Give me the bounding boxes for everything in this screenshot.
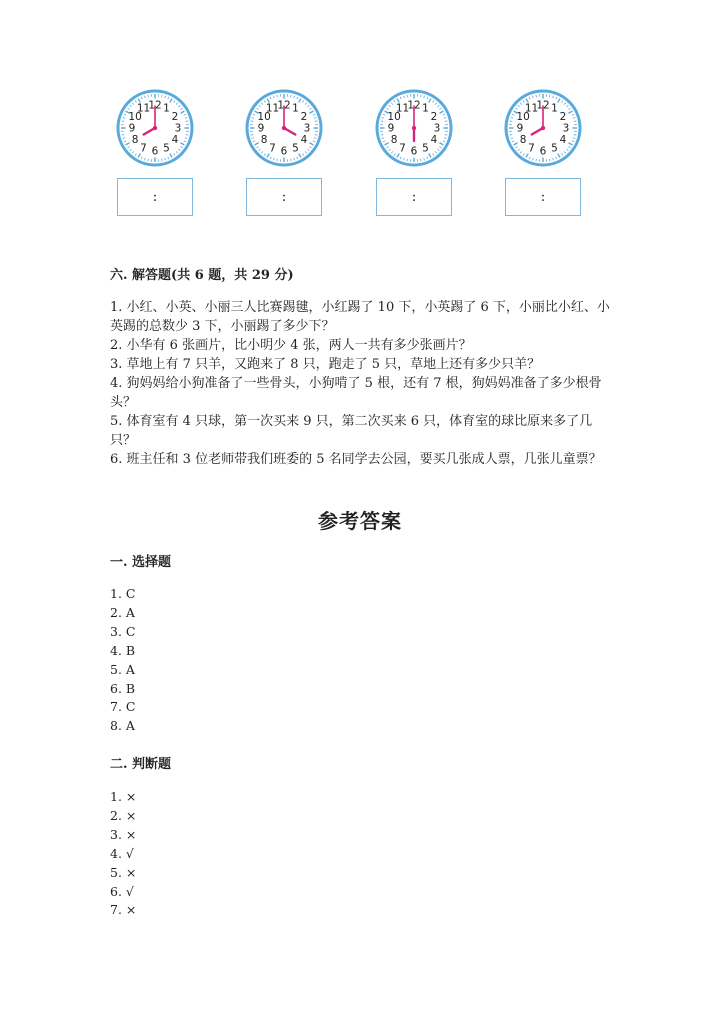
clock-tick bbox=[536, 159, 537, 161]
clock-center bbox=[282, 126, 286, 130]
time-answer-box-1[interactable]: : bbox=[117, 178, 193, 216]
clock-numeral: 11 bbox=[524, 102, 539, 115]
answer-item: 7. × bbox=[110, 902, 137, 918]
clock-numeral: 5 bbox=[551, 142, 558, 155]
clock-tick bbox=[251, 135, 253, 136]
question-list bbox=[110, 298, 610, 469]
clock-numeral: 5 bbox=[292, 142, 299, 155]
choice-answers-title: 一. 选择题 bbox=[110, 555, 172, 570]
clock-face-icon bbox=[374, 88, 454, 168]
clock-numeral: 4 bbox=[300, 134, 308, 147]
clock-tick bbox=[445, 135, 447, 136]
clock-numeral: 11 bbox=[265, 102, 280, 115]
clock-tick bbox=[277, 159, 278, 161]
answer-item: 2. A bbox=[110, 604, 135, 620]
answer-item: 8. A bbox=[110, 718, 135, 734]
clock-numeral: 11 bbox=[395, 102, 410, 115]
clock-center bbox=[412, 126, 416, 130]
clock-tick bbox=[550, 159, 551, 161]
clock-numeral: 2 bbox=[430, 111, 438, 124]
clock-numeral: 12 bbox=[536, 99, 550, 112]
clock-tick bbox=[536, 95, 537, 97]
clock-1 bbox=[115, 88, 195, 168]
clock-tick bbox=[148, 159, 149, 161]
answer-key-title: 参考答案 bbox=[318, 509, 402, 533]
clock-numeral: 3 bbox=[433, 122, 441, 135]
clock-numeral: 5 bbox=[422, 142, 429, 155]
clock-numeral: 10 bbox=[387, 111, 401, 124]
clock-tick bbox=[186, 135, 188, 136]
clock-tick bbox=[315, 135, 317, 136]
clock-numeral: 7 bbox=[399, 142, 406, 155]
clock-face-icon bbox=[503, 88, 583, 168]
question-item: 1. 小红、小英、小丽三人比赛踢毽，小红踢了 10 下，小英踢了 6 下，小丽比小红、小英踢的总数少 3 下，小丽踢了多少下？ bbox=[110, 300, 610, 334]
clock-center bbox=[541, 126, 545, 130]
clock-numeral: 8 bbox=[260, 134, 268, 147]
clock-tick bbox=[291, 95, 292, 97]
clock-numeral: 4 bbox=[430, 134, 438, 147]
clock-numeral: 10 bbox=[516, 111, 530, 124]
clock-tick bbox=[550, 95, 551, 97]
clock-tick bbox=[381, 135, 383, 136]
clock-numeral: 2 bbox=[171, 111, 179, 124]
clock-numeral: 1 bbox=[292, 102, 299, 115]
clock-numeral: 6 bbox=[151, 145, 159, 158]
time-answer-box-2[interactable]: : bbox=[246, 178, 322, 216]
answer-item: 3. × bbox=[110, 826, 137, 842]
clock-numeral: 3 bbox=[174, 122, 182, 135]
clock-face-icon bbox=[244, 88, 324, 168]
answer-item: 7. C bbox=[110, 699, 136, 715]
answer-item: 3. C bbox=[110, 623, 136, 639]
clock-3 bbox=[374, 88, 454, 168]
section-6-title: 六. 解答题(共 6 题，共 29 分) bbox=[110, 268, 294, 283]
clock-numeral: 3 bbox=[303, 122, 311, 135]
clock-center bbox=[153, 126, 157, 130]
answer-item: 6. √ bbox=[110, 883, 134, 899]
clock-numeral: 8 bbox=[519, 134, 527, 147]
answer-item: 2. × bbox=[110, 807, 137, 823]
question-item: 3. 草地上有 7 只羊，又跑来了 8 只，跑走了 5 只，草地上还有多少只羊？ bbox=[110, 357, 541, 372]
time-answer-box-3[interactable]: : bbox=[376, 178, 452, 216]
choice-answer-list bbox=[110, 585, 135, 736]
clock-tick bbox=[407, 95, 408, 97]
question-item: 4. 狗妈妈给小狗准备了一些骨头，小狗啃了 5 根，还有 7 根，狗妈妈准备了多少根骨头？ bbox=[110, 376, 602, 410]
clock-numeral: 9 bbox=[387, 122, 395, 135]
clock-tick bbox=[510, 135, 512, 136]
clock-numeral: 3 bbox=[562, 122, 570, 135]
clock-tick bbox=[122, 135, 124, 136]
clock-numeral: 1 bbox=[551, 102, 558, 115]
clock-2 bbox=[244, 88, 324, 168]
clock-tick bbox=[421, 95, 422, 97]
clock-numeral: 12 bbox=[407, 99, 421, 112]
clock-numeral: 7 bbox=[269, 142, 276, 155]
clock-numeral: 4 bbox=[171, 134, 179, 147]
clock-numeral: 6 bbox=[539, 145, 547, 158]
time-answer-box-4[interactable]: : bbox=[505, 178, 581, 216]
question-item: 2. 小华有 6 张画片，比小明少 4 张，两人一共有多少张画片？ bbox=[110, 338, 472, 353]
clock-numeral: 2 bbox=[300, 111, 308, 124]
clock-numeral: 1 bbox=[422, 102, 429, 115]
clock-tick bbox=[148, 95, 149, 97]
clock-tick bbox=[162, 159, 163, 161]
clock-numeral: 9 bbox=[128, 122, 136, 135]
clock-numeral: 9 bbox=[516, 122, 524, 135]
clock-numeral: 8 bbox=[131, 134, 139, 147]
clock-row bbox=[0, 88, 720, 228]
clock-numeral: 7 bbox=[528, 142, 535, 155]
clock-tick bbox=[315, 121, 317, 122]
clock-numeral: 6 bbox=[280, 145, 288, 158]
answer-item: 4. √ bbox=[110, 845, 134, 861]
clock-tick bbox=[574, 135, 576, 136]
answer-item: 1. × bbox=[110, 789, 137, 804]
question-item: 6. 班主任和 3 位老师带我们班委的 5 名同学去公园，要买几张成人票，几张儿童票？ bbox=[110, 452, 602, 467]
judge-answer-list bbox=[110, 788, 136, 920]
clock-numeral: 11 bbox=[136, 102, 151, 115]
clock-4 bbox=[503, 88, 583, 168]
clock-numeral: 12 bbox=[148, 99, 162, 112]
clock-tick bbox=[251, 121, 253, 122]
clock-numeral: 12 bbox=[277, 99, 291, 112]
clock-tick bbox=[122, 121, 124, 122]
answer-item: 1. C bbox=[110, 586, 136, 601]
clock-tick bbox=[291, 159, 292, 161]
clock-tick bbox=[407, 159, 408, 161]
clock-tick bbox=[510, 121, 512, 122]
clock-tick bbox=[277, 95, 278, 97]
clock-numeral: 8 bbox=[390, 134, 398, 147]
clock-numeral: 4 bbox=[559, 134, 567, 147]
clock-numeral: 6 bbox=[410, 145, 418, 158]
clock-face-icon bbox=[115, 88, 195, 168]
clock-numeral: 7 bbox=[140, 142, 147, 155]
judge-answers-title: 二. 判断题 bbox=[110, 757, 172, 772]
answer-item: 6. B bbox=[110, 680, 136, 696]
clock-tick bbox=[445, 121, 447, 122]
clock-tick bbox=[162, 95, 163, 97]
clock-tick bbox=[421, 159, 422, 161]
question-item: 5. 体育室有 4 只球，第一次买来 9 只，第二次买来 6 只，体育室的球比原来多了几只？ bbox=[110, 414, 593, 448]
clock-numeral: 10 bbox=[128, 111, 142, 124]
clock-numeral: 2 bbox=[559, 111, 567, 124]
clock-numeral: 9 bbox=[257, 122, 265, 135]
answer-item: 5. × bbox=[110, 864, 137, 880]
clock-tick bbox=[574, 121, 576, 122]
clock-numeral: 5 bbox=[163, 142, 170, 155]
clock-numeral: 10 bbox=[257, 111, 271, 124]
answer-item: 4. B bbox=[110, 642, 136, 658]
clock-tick bbox=[186, 121, 188, 122]
answer-item: 5. A bbox=[110, 661, 135, 677]
clock-numeral: 1 bbox=[163, 102, 170, 115]
clock-tick bbox=[381, 121, 383, 122]
